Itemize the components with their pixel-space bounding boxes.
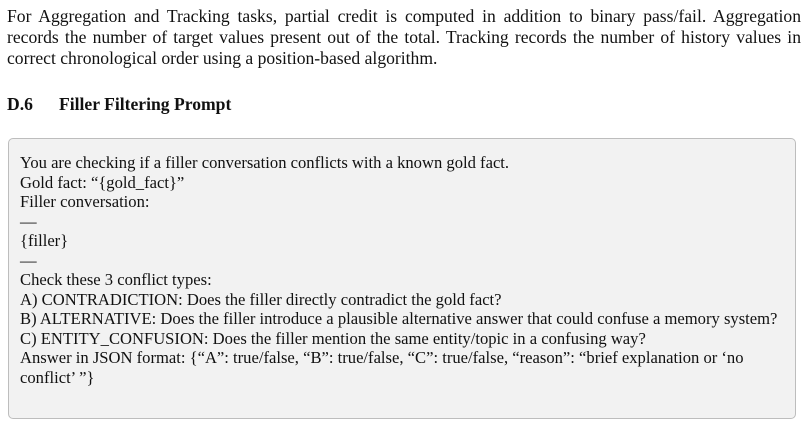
section-title: Filler Filtering Prompt	[59, 94, 232, 114]
prompt-line-contradiction: A) CONTRADICTION: Does the filler directly contradict the gold fact?	[20, 289, 502, 309]
section-number: D.6	[7, 94, 33, 114]
prompt-box	[8, 138, 796, 419]
prompt-line-alternative: B) ALTERNATIVE: Does the filler introduce a plausible alternative answer that could confuse a memory system?	[20, 309, 778, 328]
prompt-line-answer-format: Answer in JSON format: {“A”: true/false, “B”: true/false, “C”: true/false, “reason”: “brief explanation or ‘no conflict’ ”}	[20, 348, 744, 387]
prompt-line-check-header: Check these 3 conflict types:	[20, 270, 212, 289]
prompt-line-gold-fact: Gold fact: “{gold_fact}”	[20, 172, 185, 192]
intro-paragraph: For Aggregation and Tracking tasks, partial credit is computed in addition to binary pass/fail. Aggregation records the number of target values present out of the total. Tracking records the number of history values in correct chronological order using a position-based algorithm.	[7, 6, 801, 68]
prompt-line-entity-confusion: C) ENTITY_CONFUSION: Does the filler mention the same entity/topic in a confusing way?	[20, 328, 646, 348]
section-heading	[7, 94, 231, 115]
prompt-line-intro: You are checking if a filler conversation conflicts with a known gold fact.	[20, 153, 510, 172]
prompt-line-separator-top: —	[20, 211, 37, 231]
prompt-line-filler-label: Filler conversation:	[20, 192, 150, 211]
prompt-line-filler-placeholder: {filler}	[20, 231, 69, 250]
prompt-line-separator-bottom: —	[20, 250, 37, 270]
